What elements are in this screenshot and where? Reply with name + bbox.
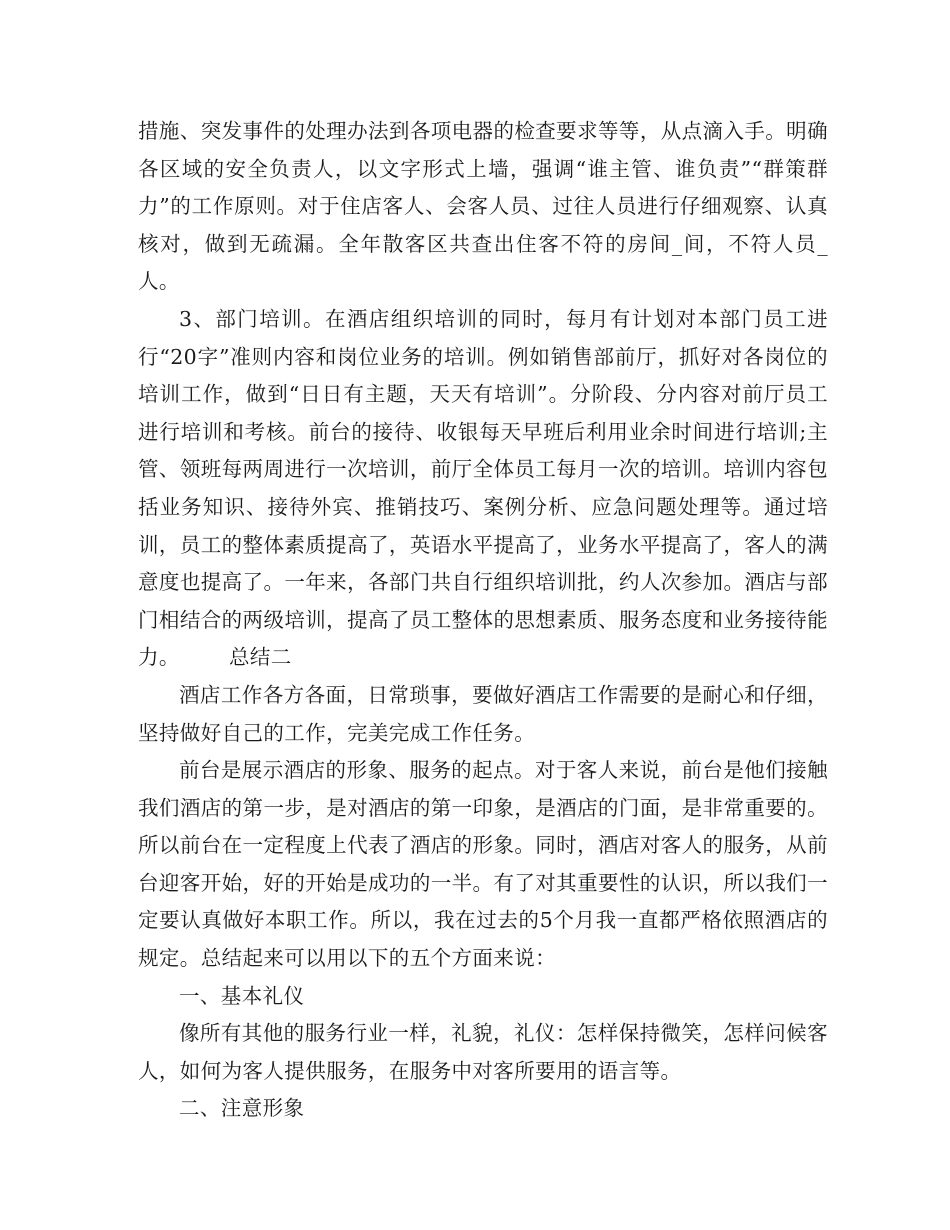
document-body: [138, 113, 828, 1128]
paragraph-text: 酒店工作各方各面，日常琐事，要做好酒店工作需要的是耐心和仔细，坚持做好自己的工作，完美完成工作任务。: [138, 682, 828, 745]
heading-basic-etiquette: [138, 978, 828, 1016]
paragraph-security-measures: [138, 113, 828, 301]
section-heading-summary-two: 总结二: [229, 645, 292, 670]
paragraph-text: 像所有其他的服务行业一样，礼貌，礼仪：怎样保持微笑，怎样问候客人，如何为客人提供服务，在服务中对客所要用的语言等。: [138, 1021, 828, 1083]
paragraph-text: 3、部门培训。在酒店组织培训的同时，每月有计划对本部门员工进行“20字”准则内容和岗位业务的培训。例如销售部前厅，抓好对各岗位的培训工作，做到“日日有主题，天天有培训”。分阶段、分内容对前厅员工进行培训和考核。前台的接待、收银每天早班后利用业余时间进行培训;主管、领班每两周进行一次培训，前厅全体员工每月一次的培训。培训内容包括业务知识、接待外宾、推销技巧、案例分析、应急问题处理等。通过培训，员工的整体素质提高了，英语水平提高了，业务水平提高了，客人的满意度也提高了。一年来，各部门共自行组织培训批，约人次参加。酒店与部门相结合的两级培训，提高了员工整体的思想素质、服务态度和业务接待能力。: [138, 306, 828, 670]
paragraph-front-desk: [138, 752, 828, 978]
heading-text: 二、注意形象: [179, 1096, 305, 1121]
paragraph-etiquette: [138, 1015, 828, 1090]
paragraph-text: 前台是展示酒店的形象、服务的起点。对于客人来说，前台是他们接触我们酒店的第一步，是对酒店的第一印象，是酒店的门面，是非常重要的。所以前台在一定程度上代表了酒店的形象。同时，酒店对客人的服务，从前台迎客开始，好的开始是成功的一半。有了对其重要性的认识，所以我们一定要认真做好本职工作。所以，我在过去的5个月我一直都严格依照酒店的规定。总结起来可以用以下的五个方面来说：: [138, 758, 828, 971]
paragraph-text: 措施、突发事件的处理办法到各项电器的检查要求等等，从点滴入手。明确各区域的安全负责人，以文字形式上墙，强调“谁主管、谁负责”“群策群力”的工作原则。对于住店客人、会客人员、过往人员进行仔细观察、认真核对，做到无疏漏。全年散客区共查出住客不符的房间_间，不符人员_人。: [138, 119, 828, 294]
paragraph-department-training: [138, 301, 828, 677]
heading-image: [138, 1090, 828, 1128]
heading-text: 一、基本礼仪: [179, 983, 305, 1008]
paragraph-hotel-work: [138, 677, 828, 752]
